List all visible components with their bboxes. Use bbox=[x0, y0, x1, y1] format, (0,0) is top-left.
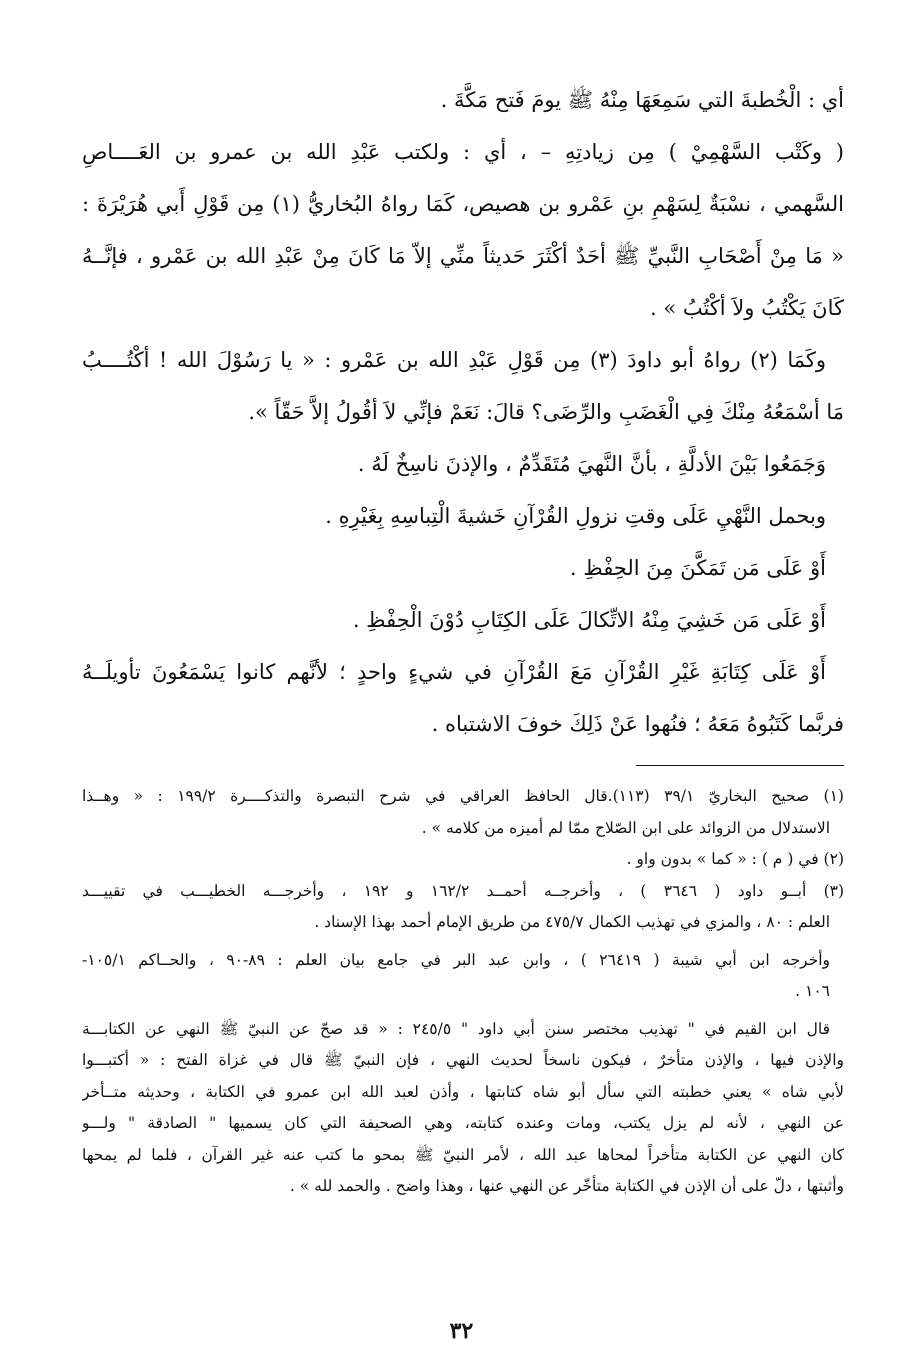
footnote-line: قال ابن القيم في " تهذيب مختصر سنن أبي داود " ٢٤٥/٥ : « قد صحّ عن النبيّ ﷺ النهي عن الكتابـــة bbox=[82, 1019, 830, 1038]
main-line: أَوْ عَلَى كِتَابَةِ غَيْرِ القُرْآنِ مَعَ القُرْآنِ في شيءٍ واحدٍ ؛ لأنَّهم كانوا يَسْمَعُونَ تأويلَــهُ bbox=[82, 660, 826, 684]
main-line: مَا أسْمَعُهُ مِنْكَ فِي الْغَضَبِ والرِّضَى؟ قالَ: نَعَمْ فإنِّي لاَ أقُولُ إلاَّ حَقّاً ». bbox=[248, 400, 844, 424]
main-line: ( وكَتْب السَّهْمِيْ ) مِن زيادتِهِ – ، أي : ولكتب عَبْدِ الله بن عمرو بن العَــــاصِ bbox=[82, 140, 844, 164]
footnote-line: وأخرجه ابن أبي شيبة ( ٢٦٤١٩ ) ، وابن عبد البر في جامع بيان العلم : ٨٩-٩٠ ، والحــاكم ١٠٥/١- bbox=[82, 950, 830, 969]
footnote-line: لأبي شاه » يعني خطبته التي سأل أبو شاه كتابتها ، وأذن لعبد الله ابن عمرو في الكتابة ، وحديثه متــأخر bbox=[82, 1082, 844, 1101]
footnote-line: كان النهي عن الكتابة متأخراً لمحاها عبد الله ، لأمر النبيّ ﷺ بمحو ما كتب عنه غير القرآن ، فلما لم يمحها bbox=[82, 1145, 844, 1164]
footnote-line: الاستدلال من الزوائد على ابن الصّلاح ممّا لم أميزه من كلامه » . bbox=[421, 818, 830, 837]
main-line: وَجَمَعُوا بَيْنَ الأدلَّةِ ، بأنَّ النَّهيَ مُتَقَدِّمٌ ، والإذنَ ناسِخٌ لَهُ . bbox=[357, 452, 826, 476]
footnote-line: ١٠٦ . bbox=[795, 982, 830, 1000]
footnote-line: (٣) أبــو داود ( ٣٦٤٦ ) ، وأخرجــه أحمــد ١٦٢/٢ و ١٩٢ ، وأخرجـــه الخطيـــب في تقييـــد bbox=[82, 881, 844, 900]
main-text bbox=[82, 74, 844, 750]
footnote-separator bbox=[636, 765, 844, 766]
main-line: أَوْ عَلَى مَن تَمَكَّنَ مِنَ الحِفْظِ . bbox=[569, 556, 826, 580]
main-line: وكَمَا (٢) رواهُ أبو داودَ (٣) مِن قَوْلِ عَبْدِ الله بن عَمْرو : « يا رَسُوْلَ الله ! أكْتُــــبُ bbox=[82, 348, 827, 372]
main-line: فربَّما كَتَبُوهُ مَعَهُ ؛ فنُهوا عَنْ ذَلِكَ خوفَ الاشتباه . bbox=[431, 712, 844, 736]
main-line: كَانَ يَكْتُبُ ولاَ أكْتُبُ » . bbox=[649, 296, 844, 320]
footnote-line: العلم : ٨٠ ، والمزي في تهذيب الكمال ٤٧٥/٧ من طريق الإمام أحمد بهذا الإسناد . bbox=[314, 913, 830, 931]
main-line: أَوْ عَلَى مَن خَشِيَ مِنْهُ الاتِّكالَ عَلَى الكِتَابِ دُوْنَ الْحِفْظِ . bbox=[352, 608, 826, 632]
footnote-line: (٢) في ( م ) : « كما » بدون واو . bbox=[626, 850, 844, 868]
main-line: وبحمل النَّهْيِ عَلَى وقتِ نزولِ القُرْآنِ خَشيةَ الْتِباسِهِ بِغَيْرِهِ . bbox=[325, 504, 826, 528]
main-line: « مَا مِنْ أَصْحَابِ النَّبيِّ ﷺ أحَدٌ أكْثَرَ حَديثاً منِّي إلاّ مَا كَانَ مِنْ عَبْدِ الله بن عَمْرو ، فإنَّــهُ bbox=[82, 244, 844, 268]
main-line: السَّهمي ، نسْبَةٌ لِسَهْمِ بنِ عَمْرو بن هصيص، كَمَا رواهُ البُخاريُّ (١) مِن قَوْلِ أَبي هُرَيْرَةَ : bbox=[82, 192, 844, 216]
page-number: ٣٢ bbox=[449, 1318, 474, 1344]
footnote-line: والإذن فيها ، والإذن متأخرٌ ، فيكون ناسخاً لحديث النهي ، فإن النبيّ ﷺ قال في غزاة الفتح : « أكتبـــوا bbox=[82, 1051, 844, 1069]
footnote-line: وأثبتها ، دلّ على أن الإذن في الكتابة متأخّر عن النهي عنها ، وهذا واضح . والحمد لله » . bbox=[289, 1177, 844, 1195]
footnotes bbox=[82, 781, 844, 1203]
main-line: أي : الْخُطبةَ التي سَمِعَهَا مِنْهُ ﷺ يومَ فَتح مَكَّةَ . bbox=[440, 88, 844, 112]
footnote-line: عن النهي ، لأنه لم يزل يكتب، ومات وعنده كتابته، وهي الصحيفة التي كان يسميها " الصادقة " ولـــو bbox=[82, 1114, 844, 1132]
footnote-line: (١) صحيح البخاريّ ٣٩/١ (١١٣).قال الحافظ العراقي في شرح التبصرة والتذكــــرة ١٩٩/٢ : « وهــذا bbox=[82, 787, 844, 805]
